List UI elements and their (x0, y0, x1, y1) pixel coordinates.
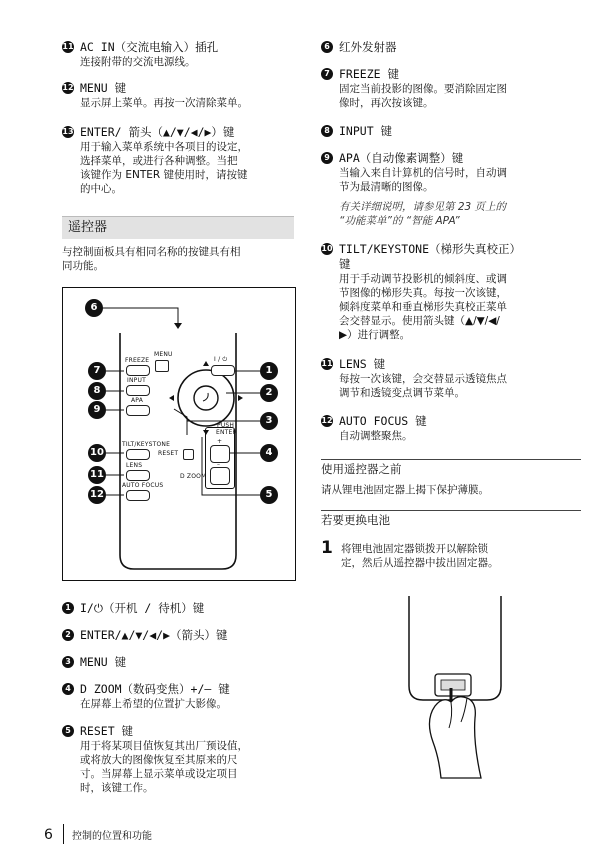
item-title: I/⏻（开机 / 待机）键 (80, 601, 205, 615)
input-label: INPUT (127, 377, 146, 384)
dzoom-bracket (205, 427, 235, 489)
right-item-ir-emitter (321, 40, 581, 55)
ir-emitter-pointer (102, 308, 178, 327)
step-text-line: 定，然后从遥控器中拔出固定器。 (341, 557, 499, 569)
page-number: 6 (44, 827, 53, 843)
item-number: 1 (62, 602, 74, 614)
power-button[interactable] (211, 365, 235, 376)
lens-button[interactable] (126, 470, 150, 481)
right-item-tilt-keystone (321, 242, 581, 342)
item-desc-line: 用于手动调节投影机的倾斜度、或调 (339, 273, 507, 285)
callout-4: 4 (260, 444, 278, 462)
input-button[interactable] (126, 385, 150, 396)
before-use-rule (321, 459, 581, 460)
before-use-text: 请从锂电池固定器上揭下保护薄膜。 (321, 484, 489, 496)
item-desc: 在屏幕上希望的位置扩大影像。 (80, 698, 227, 710)
item-title: D ZOOM（数码变焦）+/– 键 (80, 682, 230, 696)
remote-item-dzoom (62, 682, 302, 711)
remote-item-menu (62, 655, 302, 670)
apa-label: APA (131, 397, 144, 404)
tilt-keystone-button[interactable] (126, 449, 150, 460)
arrow-right-glyph (238, 395, 243, 401)
push-enter-label-2: ENTER (216, 429, 237, 436)
item-number: 4 (62, 683, 74, 695)
item-desc-line: 时，该键工作。 (80, 782, 154, 794)
item-desc-line: ▶）进行调整。 (339, 329, 411, 341)
item-title: AUTO FOCUS 键 (339, 414, 427, 428)
item-desc-line: 的中心。 (80, 183, 122, 195)
freeze-label: FREEZE (125, 357, 150, 364)
replace-battery-heading: 若要更换电池 (321, 513, 390, 527)
arrow-left-glyph (169, 395, 174, 401)
item-desc-line: 每按一次该键，会交替显示透镜焦点 (339, 373, 507, 385)
item-title: LENS 键 (339, 357, 386, 371)
item-title: ENTER/▲/▼/◀/▶（箭头）键 (80, 628, 228, 642)
item-desc-line: 固定当前投影的图像。要消除固定图 (339, 83, 507, 95)
item-desc-line: 当输入来自计算机的信号时，自动调 (339, 167, 507, 179)
item-desc: 连接附带的交流电源线。 (80, 56, 196, 68)
section-intro-line: 与控制面板具有相同名称的按键具有相 (62, 246, 241, 258)
item-number: 3 (62, 656, 74, 668)
item-title-cont: 键 (339, 257, 351, 271)
callout-11: 11 (88, 466, 106, 484)
callout-8: 8 (88, 382, 106, 400)
item-desc-line: 调节和透镜变点调节菜单。 (339, 387, 465, 399)
item-number: 12 (62, 83, 74, 92)
item-number: 5 (62, 725, 74, 737)
item-number: 11 (321, 359, 333, 368)
item-desc-line: 选择菜单，或进行各种调整。当把 (80, 155, 238, 167)
item-desc-line: 或将放大的图像恢复至其原来的尺 (80, 754, 238, 766)
item-number: 13 (62, 127, 74, 136)
step-text-line: 将锂电池固定器锁拨开以解除锁 (341, 543, 488, 555)
power-label: I / ⏻ (214, 356, 228, 363)
callout-12: 12 (88, 486, 106, 504)
item-title: MENU 键 (80, 655, 127, 669)
ir-emitter-arrowhead (174, 323, 182, 329)
battery-removal-illustration (395, 592, 525, 782)
step-number: 1 (321, 538, 333, 558)
item-desc-line: 寸。当屏幕上显示菜单或设定项目 (80, 768, 238, 780)
item-desc-line: 节图像的梯形失真。每按一次该键， (339, 287, 507, 299)
callout-1: 1 (260, 362, 278, 380)
item-number: 8 (321, 125, 333, 137)
item-number: 10 (321, 244, 333, 253)
callout-2: 2 (260, 384, 278, 402)
callout-3: 3 (260, 412, 278, 430)
reset-label: RESET (158, 450, 179, 457)
hand-outline (429, 697, 481, 778)
callout-10: 10 (88, 444, 106, 462)
remote-item-reset (62, 724, 302, 795)
item-number: 11 (62, 42, 74, 51)
menu-button[interactable] (155, 360, 169, 372)
item-title: FREEZE 键 (339, 67, 399, 81)
menu-label: MENU (154, 351, 173, 358)
item-number: 9 (321, 152, 333, 164)
auto-focus-button[interactable] (126, 490, 150, 501)
item-desc-line: 节为最清晰的图像。 (339, 181, 434, 193)
remote-item-enter (62, 628, 302, 643)
item-desc-line: 倾斜度菜单和垂直梯形失真校正菜单 (339, 301, 507, 313)
lens-label: LENS (126, 462, 143, 469)
item-desc: 自动调整聚焦。 (339, 430, 413, 442)
dzoom-plus-label: + (217, 438, 223, 445)
item-note-line: 有关详细说明，请参见第 23 页上的 (339, 201, 507, 213)
item-desc-line: 该键作为 ENTER 键使用时，请按键 (80, 169, 248, 181)
dzoom-label: D ZOOM (180, 473, 207, 480)
item-desc-line: 像时，再次按该键。 (339, 97, 434, 109)
callout-7: 7 (88, 362, 106, 380)
item-number: 12 (321, 416, 333, 425)
apa-button[interactable] (126, 405, 150, 416)
auto-focus-label: AUTO FOCUS (122, 482, 164, 489)
tilt-keystone-label: TILT/KEYSTONE (122, 441, 171, 448)
right-item-input (321, 124, 581, 139)
item-title: RESET 键 (80, 724, 134, 738)
item-title: INPUT 键 (339, 124, 393, 138)
item-number: 2 (62, 629, 74, 641)
reset-button[interactable] (183, 449, 194, 460)
push-enter-label-1: PUSH (217, 422, 235, 429)
callout-6: 6 (85, 299, 103, 317)
right-item-freeze (321, 67, 581, 110)
item-title: ENTER/ 箭头（▲/▼/◀/▶）键 (80, 125, 235, 139)
item-note-line: “功能菜单”的 “智能 APA” (339, 215, 460, 227)
item-title: AC IN（交流电输入）插孔 (80, 40, 219, 54)
item-title: 红外发射器 (339, 40, 397, 54)
dzoom-minus-label: – (217, 461, 221, 468)
item-title: TILT/KEYSTONE（梯形失真校正） (339, 242, 522, 256)
item-desc-line: 会交替显示。使用箭头键（▲/▼/◀/ (339, 315, 500, 327)
item-desc-line: 用于将某项目值恢复其出厂预设值， (80, 740, 248, 752)
item-desc: 显示屏上菜单。再按一次清除菜单。 (80, 97, 248, 109)
item-enter-arrows (62, 125, 302, 196)
item-number: 7 (321, 68, 333, 80)
item-menu (62, 81, 302, 110)
footer-divider (63, 824, 64, 844)
item-number: 6 (321, 41, 333, 53)
right-item-auto-focus (321, 414, 581, 443)
before-use-heading: 使用遥控器之前 (321, 462, 402, 476)
item-ac-in (62, 40, 302, 69)
right-item-apa (321, 151, 581, 228)
section-heading: 遥控器 (68, 220, 108, 235)
item-title: APA（自动像素调整）键 (339, 151, 464, 165)
remote-item-power (62, 601, 302, 616)
right-item-lens (321, 357, 581, 400)
footer-title: 控制的位置和功能 (72, 831, 152, 842)
callout-9: 9 (88, 401, 106, 419)
enter-joystick-center (194, 386, 218, 410)
remote-control-illustration (62, 287, 294, 579)
arrow-up-glyph (203, 361, 209, 366)
callout-5: 5 (260, 486, 278, 504)
section-intro-line: 同功能。 (62, 260, 104, 272)
item-title: MENU 键 (80, 81, 127, 95)
replace-battery-rule (321, 510, 581, 511)
item-desc-line: 用于输入菜单系统中各项目的设定， (80, 141, 248, 153)
freeze-button[interactable] (126, 365, 150, 376)
